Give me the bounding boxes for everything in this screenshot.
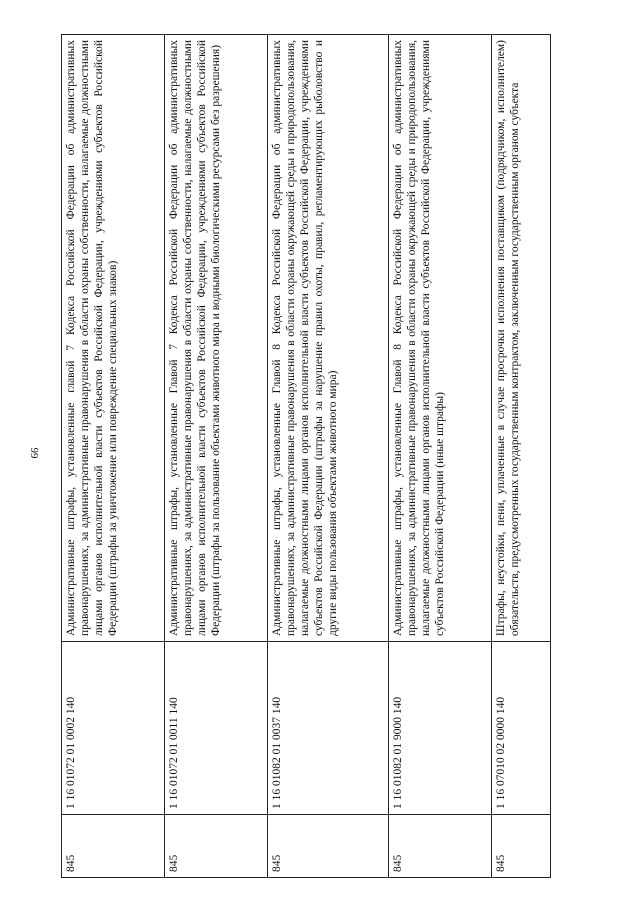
admin-code-cell: 845 xyxy=(62,815,165,878)
description-cell: Штрафы, неустойки, пени, уплаченные в случае просрочки исполнения поставщиком (подрядчиком, исполнителем) обязательств, предусмотренных государственным контрактом, заключенным государственным органом субъекта xyxy=(492,35,551,642)
table-row xyxy=(268,35,389,878)
budget-codes-table xyxy=(61,34,551,878)
budget-code-cell: 1 16 01082 01 9000 140 xyxy=(389,642,492,815)
table-row xyxy=(165,35,268,878)
admin-code-cell: 845 xyxy=(492,815,551,878)
rotated-table-container xyxy=(61,34,581,878)
admin-code-cell: 845 xyxy=(165,815,268,878)
table-row xyxy=(492,35,551,878)
description-cell: Административные штрафы, установленные Главой 7 Кодекса Российской Федерации об административных правонарушениях, за административные правонарушения в области охраны собственности, налагаемые должностными лицами органов исполнительной власти субъектов Российской Федерации, учреждениями субъектов Российской Федерации (штрафы за пользование объектами животного мира и водными биологическими ресурсами без разрешения) xyxy=(165,35,268,642)
description-cell: Административные штрафы, установленные главой 7 Кодекса Российской Федерации об административных правонарушениях, за административные правонарушения в области охраны собственности, налагаемые должностными лицами органов исполнительной власти субъектов Российской Федерации, учреждениями субъектов Российской Федерации (штрафы за уничтожение или повреждение специальных знаков) xyxy=(62,35,165,642)
description-cell: Административные штрафы, установленные Главой 8 Кодекса Российской Федерации об административных правонарушениях, за административные правонарушения в области охраны окружающей среды и природопользования, налагаемые должностными лицами органов исполнительной власти субъектов Российской Федерации, учреждениями субъектов Российской Федерации (штрафы за нарушение правил охоты, правил, регламентирующих рыболовство и другие виды пользования объектами животного мира) xyxy=(268,35,389,642)
budget-code-cell: 1 16 07010 02 0000 140 xyxy=(492,642,551,815)
admin-code-cell: 845 xyxy=(389,815,492,878)
table-row xyxy=(62,35,165,878)
admin-code-cell: 845 xyxy=(268,815,389,878)
budget-code-cell: 1 16 01072 01 0002 140 xyxy=(62,642,165,815)
budget-code-cell: 1 16 01082 01 0037 140 xyxy=(268,642,389,815)
table-row xyxy=(389,35,492,878)
page-number: 99 xyxy=(28,447,40,459)
description-cell: Административные штрафы, установленные Главой 8 Кодекса Российской Федерации об административных правонарушениях, за административные правонарушения в области охраны окружающей среды и природопользования, налагаемые должностными лицами органов исполнительной власти субъектов Российской Федерации, учреждениями субъектов Российской Федерации (иные штрафы) xyxy=(389,35,492,642)
budget-code-cell: 1 16 01072 01 0011 140 xyxy=(165,642,268,815)
